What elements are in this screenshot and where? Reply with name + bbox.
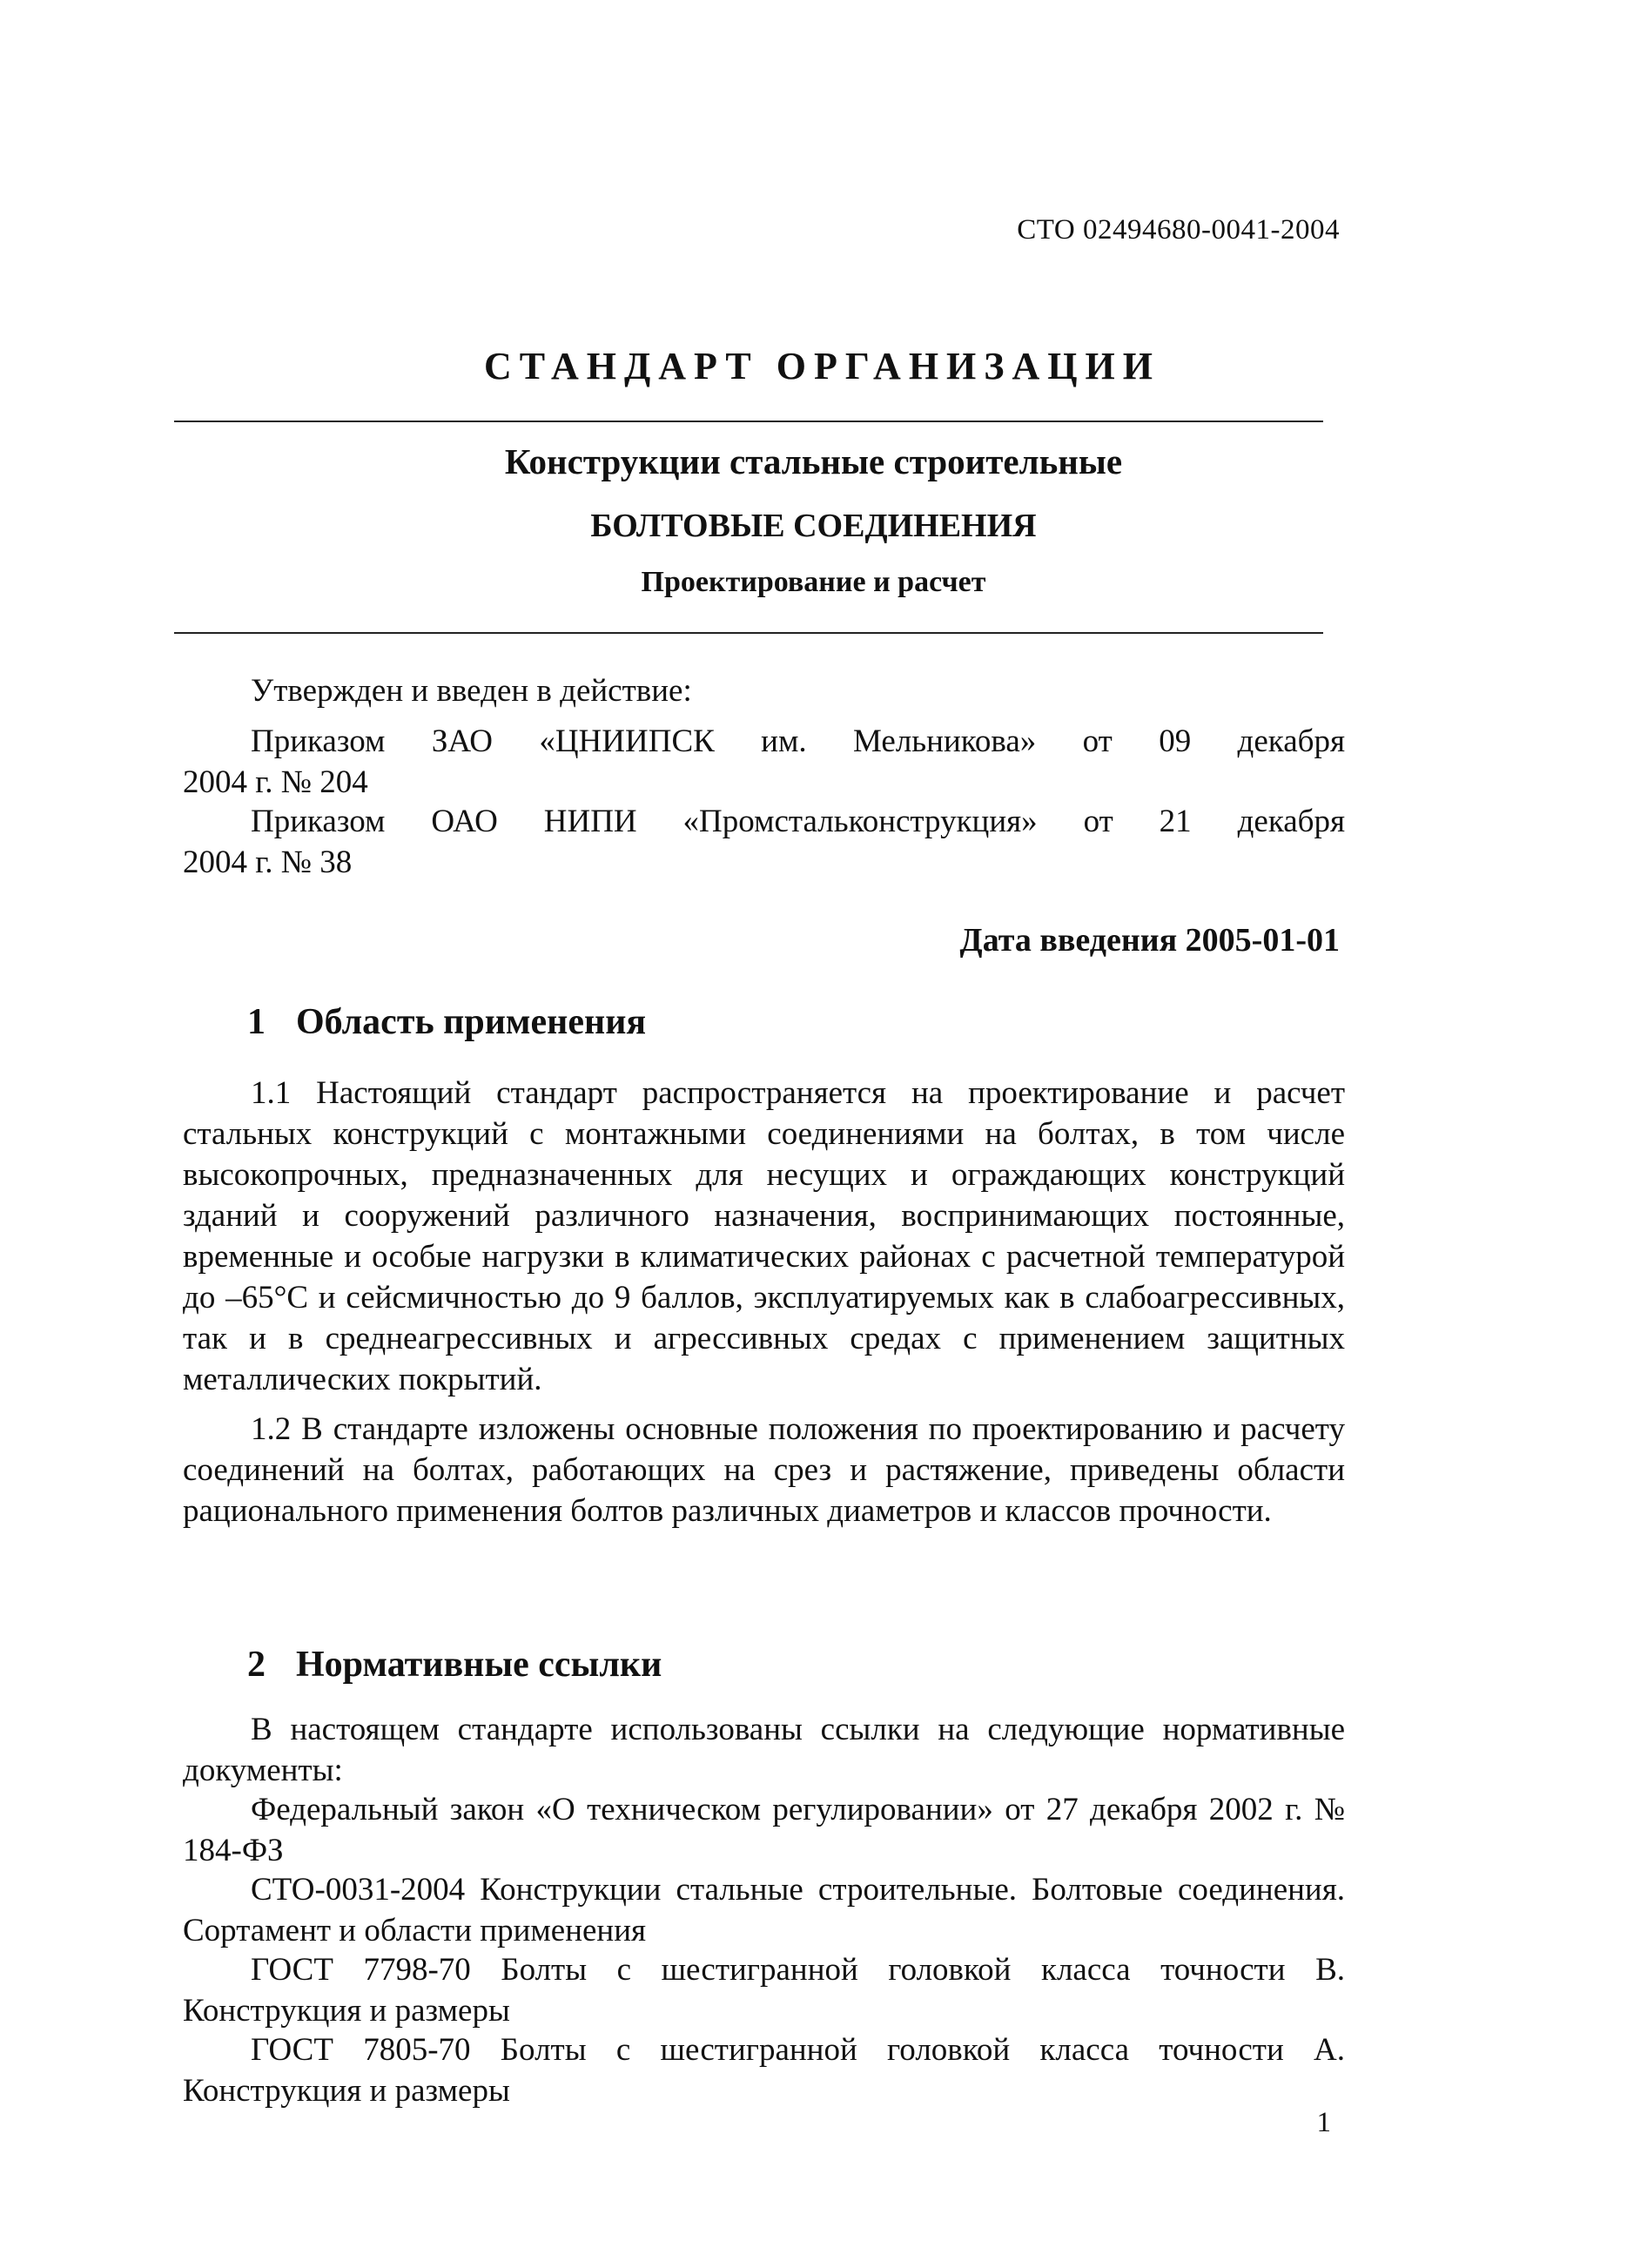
approval-order-2-line-2: 2004 г. № 38 (183, 845, 353, 880)
page-number: 1 (1316, 2107, 1331, 2138)
organization-standard-title: СТАНДАРТ ОРГАНИЗАЦИИ (484, 345, 1160, 387)
paragraph-1-1-text: 1.1 Настоящий стандарт распространяется на проектирование и расчет стальных конструкций с монтажными соединениями на болтах, в том числе высокопрочных, предназначенных для несущих и ограждающих конструкций зданий и сооружений различного назначения, воспринимающих постоянные, временные и особые нагрузки в климатических районах с расчетной температурой до –65°С и сейсмичностью до 9 баллов, эксплуатируемых как в слабоагрессивных, так и в среднеагрессивных и агрессивных средах с применением защитных металлических покрытий. (183, 1075, 1345, 1397)
section-1-number: 1 (247, 1002, 266, 1042)
section-1-title: Область применения (296, 1002, 647, 1042)
reference-item-text: Федеральный закон «О техническом регулировании» от 27 декабря 2002 г. № 184-ФЗ (183, 1792, 1345, 1868)
section-2-title: Нормативные ссылки (296, 1645, 662, 1685)
approval-order-1-line-1: Приказом ЗАО «ЦНИИПСК им. Мельникова» от 09 декабря (251, 723, 1345, 759)
subject-line-2: БОЛТОВЫЕ СОЕДИНЕНИЯ (590, 508, 1037, 544)
document-code: СТО 02494680-0041-2004 (1017, 214, 1340, 246)
reference-item (183, 1949, 1345, 2031)
subject-line-1: Конструкции стальные строительные (504, 441, 1123, 481)
reference-item-text: СТО-0031-2004 Конструкции стальные строительные. Болтовые соединения. Сортамент и области применения (183, 1872, 1345, 1948)
approval-order-1-line-2: 2004 г. № 204 (183, 764, 368, 800)
reference-item (183, 1789, 1345, 1871)
paragraph-1-2 (183, 1409, 1345, 1531)
paragraph-1-2-text: 1.2 В стандарте изложены основные положения по проектированию и расчету соединений на болтах, работающих на срез и растяжение, приведены области рационального применения болтов различных диаметров и классов прочности. (183, 1411, 1345, 1529)
approval-statement: Утвержден и введен в действие: (251, 673, 692, 709)
section-2-heading (247, 1644, 662, 1686)
approval-order-1 (183, 721, 1345, 803)
subject-line-3: Проектирование и расчет (641, 566, 986, 598)
title-divider-bottom (174, 632, 1323, 634)
section-1-heading (247, 1001, 646, 1043)
paragraph-1-1 (183, 1073, 1345, 1400)
approval-order-2-line-1: Приказом ОАО НИПИ «Промстальконструкция» от 21 декабря (251, 804, 1345, 839)
title-divider-top (174, 421, 1323, 422)
introduction-date: Дата введения 2005-01-01 (959, 922, 1340, 959)
reference-item (183, 1869, 1345, 1951)
reference-item-text: ГОСТ 7798-70 Болты с шестигранной головкой класса точности В. Конструкция и размеры (183, 1952, 1345, 2029)
section-2-number: 2 (247, 1645, 266, 1685)
reference-item (183, 2029, 1345, 2111)
reference-item-text: ГОСТ 7805-70 Болты с шестигранной головкой класса точности А. Конструкция и размеры (183, 2032, 1345, 2109)
approval-order-2 (183, 801, 1345, 883)
paragraph-2-intro-text: В настоящем стандарте использованы ссылки на следующие нормативные документы: (183, 1712, 1345, 1788)
paragraph-2-intro (183, 1709, 1345, 1791)
